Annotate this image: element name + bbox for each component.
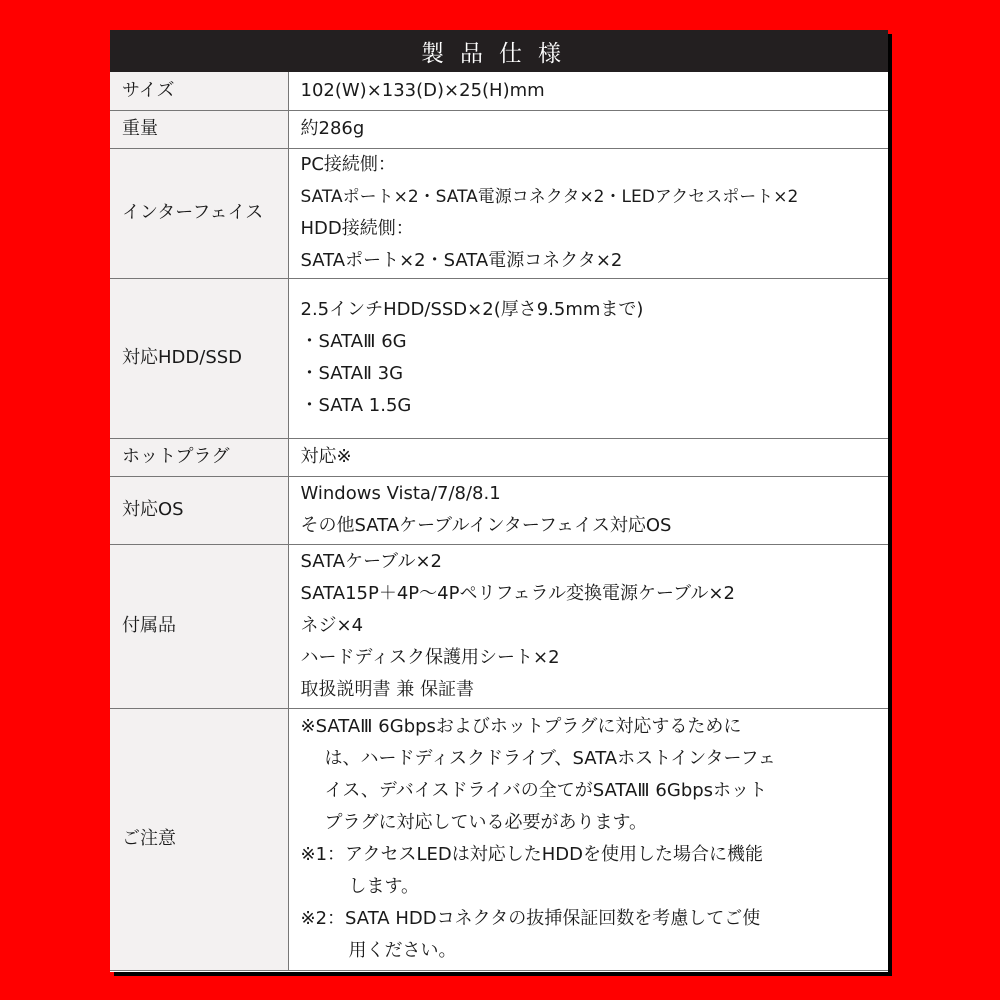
spec-sheet: [110, 30, 888, 972]
table-row: [110, 476, 888, 544]
note-line: ※2：SATA HDDコネクタの抜挿保証回数を考慮してご使: [300, 908, 761, 929]
value-line: その他SATAケーブルインターフェイス対応OS: [300, 515, 672, 536]
value-line: SATA15P＋4P～4Pペリフェラル変換電源ケーブル×2: [300, 583, 735, 604]
value-line: SATAケーブル×2: [300, 551, 443, 572]
note-line: 用ください。: [348, 940, 457, 961]
table-row: [110, 708, 888, 970]
value-line: PC接続側：: [300, 154, 396, 175]
row-value-accessories: [288, 544, 888, 708]
row-value-size: [288, 72, 888, 110]
row-value-hdd-ssd: [288, 278, 888, 438]
value-line: Windows Vista/7/8/8.1: [300, 483, 501, 504]
table-row: [110, 110, 888, 148]
value-line: SATAポート×2・SATA電源コネクタ×2・LEDアクセスポート×2: [300, 187, 799, 207]
row-value-interface: [288, 148, 888, 278]
value-line: 2.5インチHDD/SSD×2(厚さ9.5mmまで): [300, 299, 644, 320]
note-line: プラグに対応している必要があります。: [324, 812, 648, 833]
table-row: [110, 72, 888, 110]
row-value-os: [288, 476, 888, 544]
row-label-weight: 重量: [110, 110, 288, 148]
value-line: 対応※: [300, 446, 352, 467]
row-value-notes: [288, 708, 888, 970]
row-label-size: サイズ: [110, 72, 288, 110]
note-line: ※SATAⅢ 6Gbpsおよびホットプラグに対応するために: [300, 716, 742, 737]
note-line: イス、デバイスドライバの全てがSATAⅢ 6Gbpsホット: [324, 780, 768, 801]
row-label-hotplug: ホットプラグ: [110, 438, 288, 476]
row-label-accessories: 付属品: [110, 544, 288, 708]
note-line: ※1：アクセスLEDは対応したHDDを使用した場合に機能: [300, 844, 764, 865]
value-line: ハードディスク保護用シート×2: [300, 647, 560, 668]
value-line: 取扱説明書 兼 保証書: [300, 679, 474, 700]
value-line: SATAポート×2・SATA電源コネクタ×2: [300, 250, 623, 271]
row-value-weight: [288, 110, 888, 148]
spec-table: [110, 72, 888, 971]
note-line: は、ハードディスクドライブ、SATAホストインターフェ: [324, 748, 776, 769]
row-label-os: 対応OS: [110, 476, 288, 544]
value-line: 102(W)×133(D)×25(H)mm: [300, 79, 545, 101]
spec-title: 製品仕様: [110, 30, 888, 72]
row-label-interface: インターフェイス: [110, 148, 288, 278]
table-row: [110, 438, 888, 476]
row-label-hdd-ssd: 対応HDD/SSD: [110, 278, 288, 438]
note-line: します。: [348, 876, 420, 897]
table-row: [110, 148, 888, 278]
table-row: [110, 278, 888, 438]
value-line: ・SATAⅡ 3G: [300, 363, 404, 384]
row-value-hotplug: [288, 438, 888, 476]
row-label-notes: ご注意: [110, 708, 288, 970]
value-line: 約286g: [300, 118, 365, 139]
table-row: [110, 544, 888, 708]
value-line: ・SATA 1.5G: [300, 395, 412, 416]
value-line: ネジ×4: [300, 615, 364, 636]
value-line: HDD接続側：: [300, 218, 414, 239]
value-line: ・SATAⅢ 6G: [300, 331, 407, 352]
